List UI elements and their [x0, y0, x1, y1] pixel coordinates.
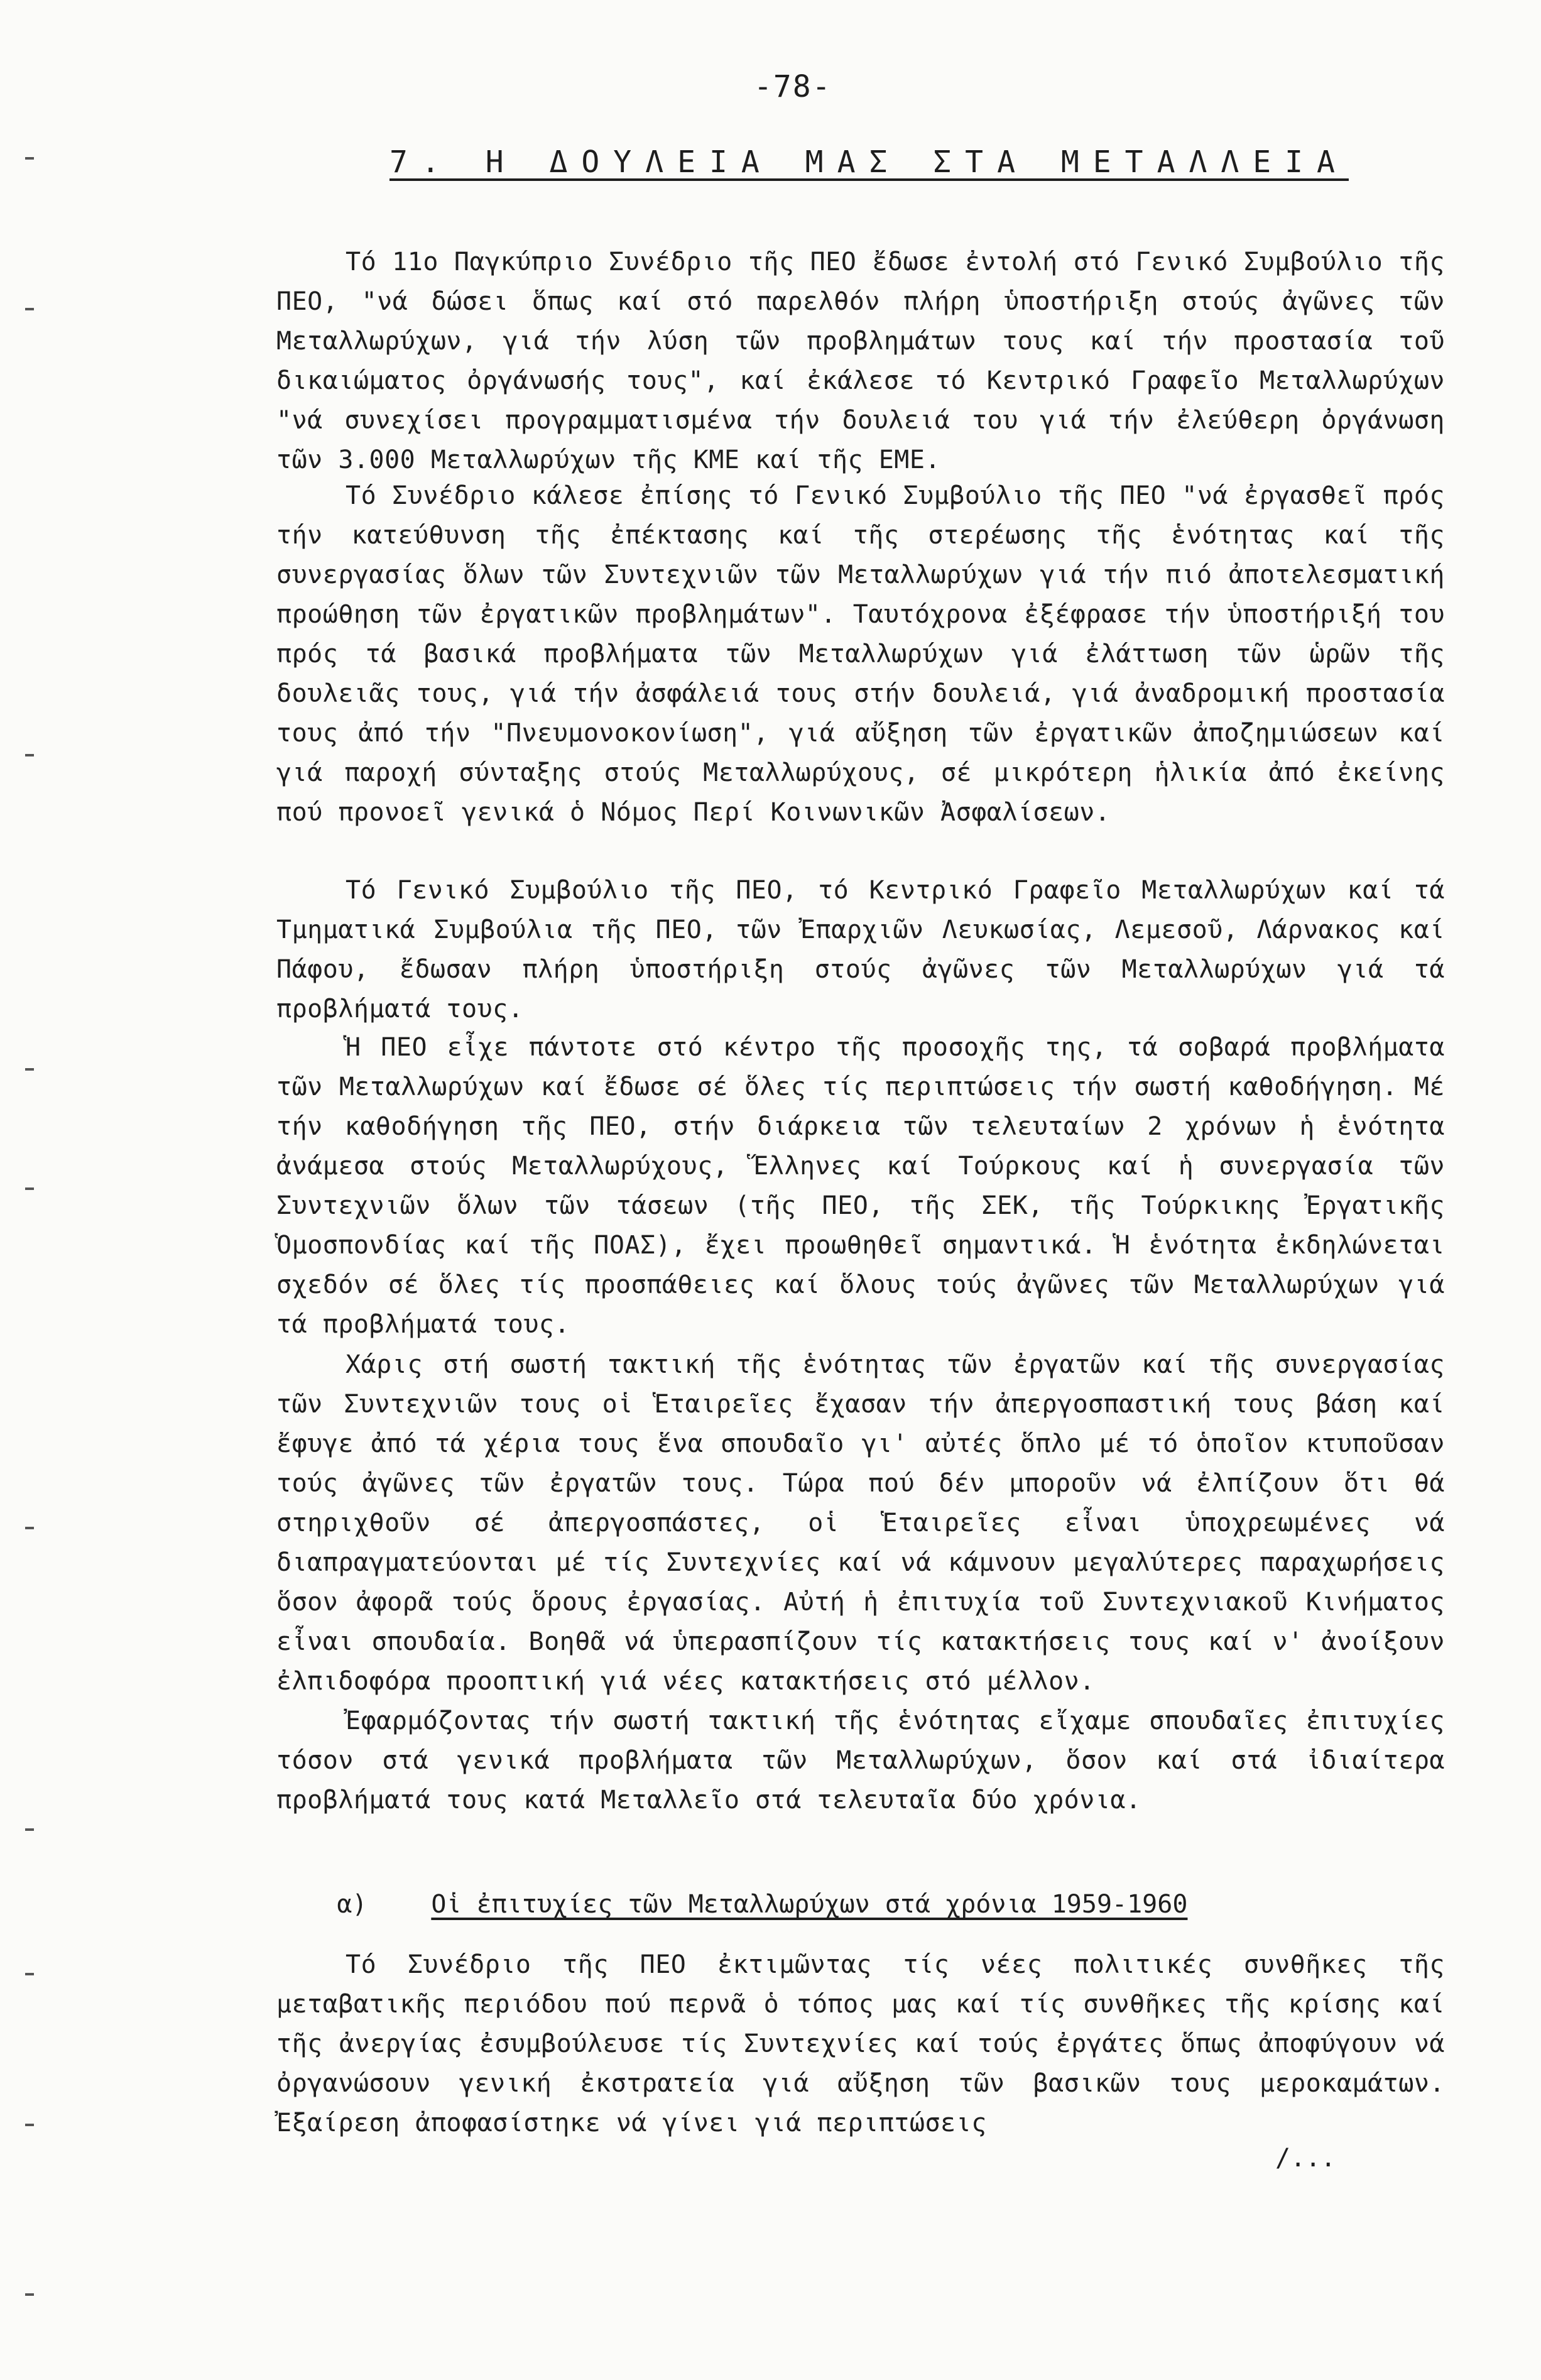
paragraph-4	[276, 1028, 1445, 1345]
subsection-title: Οἱ ἐπιτυχίες τῶν Μεταλλωρύχων στά χρόνια 1959-1960	[431, 1890, 1188, 1919]
paragraph-text: Χάρις στή σωστή τακτική τῆς ἑνότητας τῶν ἐργατῶν καί τῆς συνεργασίας τῶν Συντεχνιῶν τους οἱ Ἑταιρεῖες ἔχασαν τήν ἀπεργοσπαστική τους βάση καί ἔφυγε ἀπό τά χέρια τους ἕνα σπουδαῖο γι' αὐτές ὅπλο μέ τό ὁποῖον κτυποῦσαν τούς ἀγῶνες τῶν ἐργατῶν τους. Τώρα πού δέν μποροῦν νά ἐλπίζουν ὅτι θά στηριχθοῦν σέ ἀπεργοσπάστες, οἱ Ἑταιρεῖες εἶναι ὑποχρεωμένες νά διαπραγματεύονται μέ τίς Συντεχνίες καί νά κάμνουν μεγαλύτερες παραχωρήσεις ὅσον ἀφορᾶ τούς ὅρους ἐργασίας. Αὐτή ἡ ἐπιτυχία τοῦ Συντεχνιακοῦ Κινήματος εἶναι σπουδαία. Βοηθᾶ νά ὑπερασπίζουν τίς κατακτήσεις τους καί ν' ἀνοίξουν ἐλπιδοφόρα προοπτική γιά νέες κατακτήσεις στό μέλλον.	[276, 1350, 1445, 1696]
scan-mark	[25, 1828, 34, 1831]
scan-mark	[25, 308, 34, 310]
paragraph-1	[276, 243, 1445, 480]
scan-mark	[25, 1068, 34, 1071]
paragraph-text: Τό 11ο Παγκύπριο Συνέδριο τῆς ΠΕΟ ἔδωσε ἐντολή στό Γενικό Συμβούλιο τῆς ΠΕΟ, "νά δώσει ὅπως καί στό παρελθόν πλήρη ὑποστήριξη στούς ἀγῶνες τῶν Μεταλλωρύχων, γιά τήν λύση τῶν προβλημάτων τους καί τήν προστασία τοῦ δικαιώματος ὀργάνωσής τους", καί ἐκάλεσε τό Κεντρικό Γραφεῖο Μεταλλωρύχων "νά συνεχίσει προγραμματισμένα τήν δουλειά του γιά τήν ἐλεύθερη ὀργάνωση τῶν 3.000 Μεταλλωρύχων τῆς ΚΜΕ καί τῆς ΕΜΕ.	[276, 248, 1445, 474]
paragraph-text: Ἡ ΠΕΟ εἶχε πάντοτε στό κέντρο τῆς προσοχῆς της, τά σοβαρά προβλήματα τῶν Μεταλλωρύχων καί ἔδωσε σέ ὅλες τίς περιπτώσεις τήν σωστή καθοδήγηση. Μέ τήν καθοδήγηση τῆς ΠΕΟ, στήν διάρκεια τῶν τελευταίων 2 χρόνων ἡ ἑνότητα ἀνάμεσα στούς Μεταλλωρύχους, Ἕλληνες καί Τούρκους καί ἡ συνεργασία τῶν Συντεχνιῶν ὅλων τῶν τάσεων (τῆς ΠΕΟ, τῆς ΣΕΚ, τῆς Τούρκικης Ἐργατικῆς Ὁμοσπονδίας καί τῆς ΠΟΑΣ), ἔχει προωθηθεῖ σημαντικά. Ἡ ἑνότητα ἐκδηλώνεται σχεδόν σέ ὅλες τίς προσπάθειες καί ὅλους τούς ἀγῶνες τῶν Μεταλλωρύχων γιά τά προβλήματά τους.	[276, 1033, 1445, 1339]
paragraph-2	[276, 476, 1445, 832]
scan-mark	[25, 1527, 34, 1529]
paragraph-5	[276, 1345, 1445, 1701]
scan-mark	[25, 2124, 34, 2126]
page-number: -78-	[754, 69, 832, 104]
continuation-mark: /...	[1275, 2144, 1336, 2173]
paragraph-text: Τό Γενικό Συμβούλιο τῆς ΠΕΟ, τό Κεντρικό Γραφεῖο Μεταλλωρύχων καί τά Τμηματικά Συμβούλια τῆς ΠΕΟ, τῶν Ἐπαρχιῶν Λευκωσίας, Λεμεσοῦ, Λάρνακος καί Πάφου, ἔδωσαν πλήρη ὑποστήριξη στούς ἀγῶνες τῶν Μεταλλωρύχων γιά τά προβλήματά τους.	[276, 876, 1445, 1024]
paragraph-text: Τό Συνέδριο τῆς ΠΕΟ ἐκτιμῶντας τίς νέες πολιτικές συνθῆκες τῆς μεταβατικῆς περιόδου πού περνᾶ ὁ τόπος μας καί τίς συνθῆκες τῆς κρίσης καί τῆς ἀνεργίας ἐσυμβούλευσε τίς Συντεχνίες καί τούς ἐργάτες ὅπως ἀποφύγουν νά ὀργανώσουν γενική ἐκστρατεία γιά αὔξηση τῶν βασικῶν τους μεροκαμάτων. Ἐξαίρεση ἀποφασίστηκε νά γίνει γιά περιπτώσεις	[276, 1950, 1445, 2137]
scan-mark	[25, 1187, 34, 1190]
scan-mark	[25, 754, 34, 756]
paragraph-text: Ἐφαρμόζοντας τήν σωστή τακτική τῆς ἑνότητας εἴχαμε σπουδαῖες ἐπιτυχίες τόσον στά γενικά προβλήματα τῶν Μεταλλωρύχων, ὅσον καί στά ἰδιαίτερα προβλήματά τους κατά Μεταλλεῖο στά τελευταῖα δύο χρόνια.	[276, 1706, 1445, 1815]
scan-mark	[25, 2293, 34, 2296]
scan-mark	[25, 157, 34, 160]
subsection-heading	[276, 1861, 1187, 1948]
paragraph-3	[276, 871, 1445, 1029]
paragraph-7	[276, 1945, 1445, 2143]
paragraph-text: Τό Συνέδριο κάλεσε ἐπίσης τό Γενικό Συμβούλιο τῆς ΠΕΟ "νά ἐργασθεῖ πρός τήν κατεύθυνση τῆς ἐπέκτασης καί τῆς στερέωσης τῆς ἑνότητας καί τῆς συνεργασίας ὅλων τῶν Συντεχνιῶν τῶν Μεταλλωρύχων γιά τήν πιό ἀποτελεσματική προώθηση τῶν ἐργατικῶν προβλημάτων". Ταυτόχρονα ἐξέφρασε τήν ὑποστήριξή του πρός τά βασικά προβλήματα τῶν Μεταλλωρύχων γιά ἐλάττωση τῶν ὡρῶν τῆς δουλειᾶς τους, γιά τήν ἀσφάλειά τους στήν δουλειά, γιά ἀναδρομική προστασία τους ἀπό τήν "Πνευμονοκονίωση", γιά αὔξηση τῶν ἐργατικῶν ἀποζημιώσεων καί γιά παροχή σύνταξης στούς Μεταλλωρύχους, σέ μικρότερη ἡλικία ἀπό ἐκείνης πού προνοεῖ γενικά ὁ Νόμος Περί Κοινωνικῶν Ἀσφαλίσεων.	[276, 481, 1445, 827]
section-title: 7. Η ΔΟΥΛΕΙΑ ΜΑΣ ΣΤΑ ΜΕΤΑΛΛΕΙΑ	[389, 145, 1349, 180]
scan-mark	[25, 1973, 34, 1975]
subsection-label: α)	[337, 1890, 368, 1919]
paragraph-6	[276, 1701, 1445, 1820]
